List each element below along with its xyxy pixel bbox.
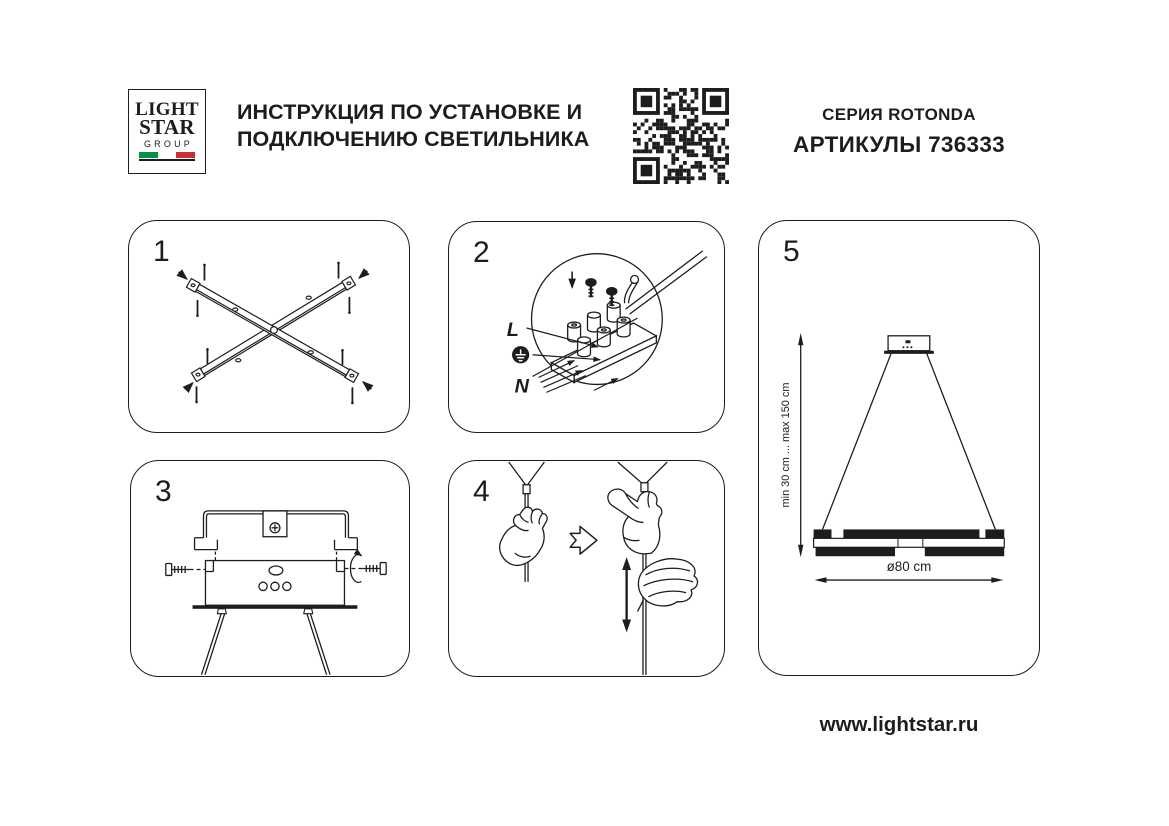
step-panel-1 bbox=[128, 220, 410, 433]
logo-word-light: LIGHT bbox=[135, 99, 199, 120]
cross-bracket-illustration bbox=[129, 221, 409, 432]
canopy-assembly-illustration bbox=[131, 461, 409, 676]
step-number: 1 bbox=[153, 235, 170, 268]
lightstar-logo bbox=[128, 89, 206, 174]
title-line-2: ПОДКЛЮЧЕНИЮ СВЕТИЛЬНИКА bbox=[237, 126, 590, 151]
step-panel-4 bbox=[448, 460, 725, 677]
title-line-1: ИНСТРУКЦИЯ ПО УСТАНОВКЕ И bbox=[237, 100, 583, 124]
step-number: 2 bbox=[473, 236, 490, 269]
step-number: 5 bbox=[783, 235, 800, 268]
neutral-wire-label: N bbox=[514, 375, 529, 398]
article-number: АРТИКУЛЫ 736333 bbox=[793, 132, 1005, 157]
series-label: СЕРИЯ ROTONDA bbox=[822, 105, 976, 124]
terminal-wiring-illustration bbox=[449, 222, 724, 432]
cable-adjustment-illustration bbox=[449, 461, 724, 676]
step-number: 3 bbox=[155, 475, 172, 508]
italian-flag-stripe bbox=[139, 152, 195, 161]
step-panel-2 bbox=[448, 221, 725, 433]
ground-symbol bbox=[512, 346, 529, 363]
step-panel-3 bbox=[130, 460, 410, 677]
qr-code bbox=[633, 88, 729, 184]
live-wire-label: L bbox=[506, 318, 519, 341]
document-title bbox=[237, 99, 589, 152]
step-panel-5 bbox=[758, 220, 1040, 676]
height-range-label: min 30 cm ... max 150 cm bbox=[779, 382, 792, 508]
logo-word-group: GROUP bbox=[143, 139, 193, 149]
step-number: 4 bbox=[473, 475, 490, 508]
website-url: www.lightstar.ru bbox=[819, 713, 979, 736]
pendant-dimensions-illustration bbox=[759, 221, 1039, 675]
diameter-label: ø80 cm bbox=[886, 559, 932, 575]
logo-word-star: STAR bbox=[139, 115, 195, 139]
